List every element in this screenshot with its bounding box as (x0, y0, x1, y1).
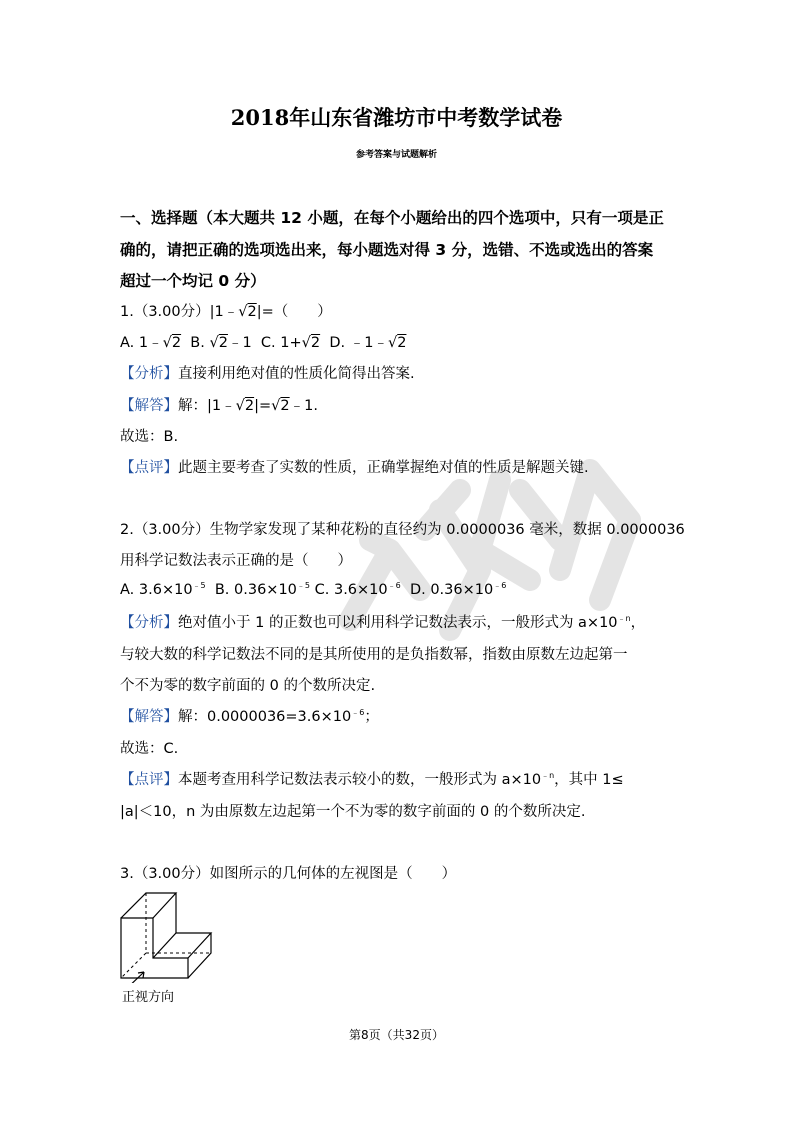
q2-comment-tail: ，其中 1≤ (554, 772, 624, 788)
q1-option-c-radicand: 2 (310, 335, 321, 351)
q2-comment-tag: 【点评】 (120, 772, 178, 788)
q1-comment-text: 此题主要考查了实数的性质，正确掌握绝对值的性质是解题关键. (178, 460, 589, 476)
q2-analysis-line-3: 个不为零的数字前面的 0 的个数所决定. (120, 678, 376, 694)
section-heading-line-3: 超过一个均记 0 分） (120, 272, 266, 290)
q1-answer-radicand-2: 2 (280, 398, 290, 414)
q2-choice: 故选：C. (120, 741, 179, 757)
q3-stem: 3.（3.00分）如图所示的几何体的左视图是（ ） (120, 866, 457, 882)
q1-option-b-radicand: 2 (218, 335, 228, 351)
q2-option-c-exp: ﹣6 (387, 581, 401, 590)
q2-analysis-tag: 【分析】 (120, 615, 178, 631)
q1-option-a: A. 1﹣ (120, 335, 163, 351)
q1-stem-tail: |=（ ） (256, 304, 332, 320)
q1-stem: 1.（3.00分）|1﹣√2|=（ ） (120, 304, 332, 320)
q2-option-a-exp: ﹣5 (192, 581, 206, 590)
q2-option-d: D. 0.36×10 (400, 582, 494, 598)
section-heading-line-2: 确的，请把正确的选项选出来，每小题选对得 3 分，选错、不选或选出的答案 (120, 241, 654, 259)
q1-analysis-tag: 【分析】 (120, 366, 178, 382)
q3-solid-figure (118, 888, 223, 983)
q1-answer-tail: ﹣1. (289, 398, 318, 414)
q2-comment-exp: ﹣n (541, 771, 555, 780)
q2-answer (120, 705, 379, 726)
page-subtitle: 参考答案与试题解析 (355, 150, 437, 160)
q2-comment-text: 本题考查用科学记数法表示较小的数，一般形式为 a×10 (178, 772, 542, 788)
q1-option-d: D. ﹣1﹣ (320, 335, 388, 351)
q2-comment-line-1 (120, 768, 624, 789)
q1-answer-mid: |= (254, 398, 272, 414)
q1-analysis-text: 直接利用绝对值的性质化简得出答案. (178, 366, 415, 382)
q1-stem-text: 1.（3.00分）|1﹣ (120, 304, 239, 320)
q2-option-d-exp: ﹣6 (493, 581, 507, 590)
q2-analysis-text: 绝对值小于 1 的正数也可以利用科学记数法表示，一般形式为 a×10 (178, 615, 618, 631)
q2-analysis-line-2: 与较大数的科学记数法不同的是其所使用的是负指数幂，指数由原数左边起第一 (120, 647, 628, 663)
q1-option-d-radicand: 2 (397, 335, 407, 351)
q1-choice: 故选：B. (120, 429, 179, 445)
q1-option-b: B. (181, 335, 210, 351)
q3-figure-caption: 正视方向 (122, 990, 175, 1005)
q2-answer-text: 解：0.0000036=3.6×10 (178, 709, 352, 725)
q1-answer: 【解答】解：|1﹣√2|=√2﹣1. (120, 398, 318, 414)
page-footer: 第8页（共32页） (349, 1028, 444, 1042)
q1-analysis (120, 362, 415, 383)
q2-option-b-exp: ﹣5 (296, 581, 311, 590)
q2-option-b: B. 0.36×10 (205, 582, 297, 598)
q1-options: A. 1﹣√2 B. √2﹣1 C. 1+√2 D. ﹣1﹣√2 (120, 335, 407, 351)
q1-stem-radicand: 2 (247, 304, 257, 320)
q2-comment-line-2: |a|＜10，n 为由原数左边起第一个不为零的数字前面的 0 的个数所决定. (120, 804, 586, 820)
q2-analysis-comma: ， (630, 615, 646, 631)
q1-comment-tag: 【点评】 (120, 460, 178, 476)
q1-answer-radicand-1: 2 (244, 398, 255, 414)
q2-analysis-exp: ﹣n (617, 614, 631, 623)
q2-option-c: C. 3.6×10 (310, 582, 388, 598)
q1-comment (120, 456, 589, 477)
q1-option-c: ﹣1 C. 1+ (227, 335, 302, 351)
section-heading-line-1: 一、选择题（本大题共 12 小题，在每个小题给出的四个选项中，只有一项是正 (120, 209, 664, 227)
page-title: 2018年山东省潍坊市中考数学试卷 (230, 105, 563, 130)
q2-option-a: A. 3.6×10 (120, 582, 193, 598)
q2-options (120, 580, 506, 598)
q1-answer-text: 解：|1﹣ (178, 398, 236, 414)
q1-option-a-radicand: 2 (171, 335, 182, 351)
q2-stem-line-1: 2.（3.00分）生物学家发现了某种花粉的直径约为 0.0000036 毫米，数据 0.0000036 (120, 522, 685, 538)
q2-stem-line-2: 用科学记数法表示正确的是（ ） (120, 553, 352, 569)
q2-answer-tail: ； (364, 709, 379, 725)
q2-analysis-line-1 (120, 611, 645, 632)
q2-answer-exp: ﹣6 (351, 708, 365, 717)
q2-answer-tag: 【解答】 (120, 709, 178, 725)
q1-answer-tag: 【解答】 (120, 398, 178, 414)
